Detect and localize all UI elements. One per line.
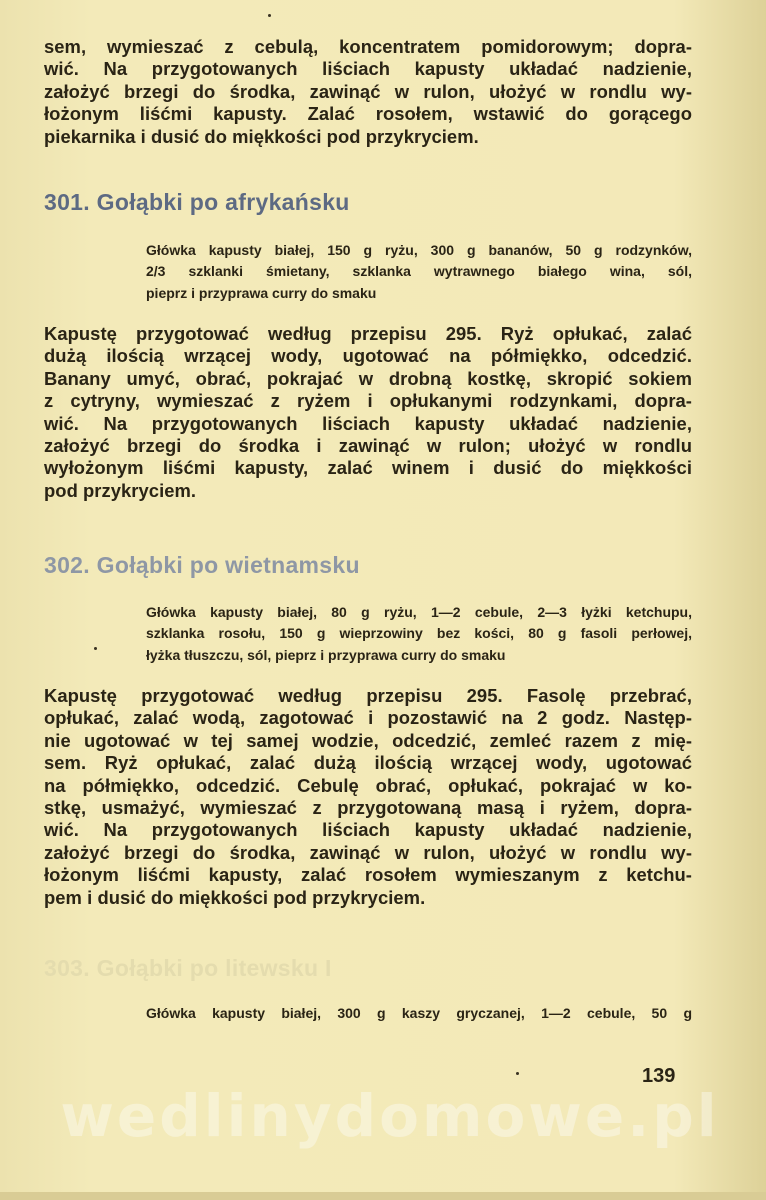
recipe-301-ingredients [146,240,692,304]
text-line: łożonym liśćmi kapusty, zalać rosołem wymieszanym z ketchu- [44,864,692,886]
recipe-302-title: 302. Gołąbki po wietnamsku [44,552,360,578]
recipe-302-ingredients [146,602,692,666]
recipe-302-method [44,685,692,909]
ingredient-line: szklanka rosołu, 150 g wieprzowiny bez kości, 80 g fasoli perłowej, [146,625,692,642]
text-line: wyłożonym liśćmi kapusty, zalać winem i dusić do miękkości [44,457,692,479]
text-line: wić. Na przygotowanych liściach kapusty układać nadzienie, [44,819,692,841]
print-speck [516,1072,519,1075]
ingredient-line: Główka kapusty białej, 300 g kaszy gryczanej, 1—2 cebule, 50 g [146,1005,692,1021]
text-line: założyć brzegi do środka, zawinąć w rulon, ułożyć w rondlu wy- [44,841,692,863]
text-line: na półmiękko, odcedzić. Cebulę obrać, opłukać, pokrajać w ko- [44,774,692,796]
ingredient-line: łyżka tłuszczu, sól, pieprz i przyprawa curry do smaku [146,646,506,663]
text-line: sem. Ryż opłukać, zalać dużą ilością wrzącej wody, ugotować [44,752,692,774]
text-line: założyć brzegi do środka i zawinąć w rulon; ułożyć w rondlu [44,435,692,457]
recipe-301-method [44,323,692,502]
text-line: założyć brzegi do środka, zawinąć w rulon, ułożyć w rondlu wy- [44,80,692,102]
text-line: Banany umyć, obrać, pokrajać w drobną kostkę, skropić sokiem [44,367,692,389]
text-line: Kapustę przygotować według przepisu 295. Ryż opłukać, zalać [44,323,692,344]
intro-paragraph [44,36,692,148]
ingredient-line: Główka kapusty białej, 150 g ryżu, 300 g bananów, 50 g rodzynków, [146,242,692,258]
text-line: sem, wymieszać z cebulą, koncentratem pomidorowym; dopra- [44,36,692,57]
text-line: piekarnika i dusić do miękkości pod przykryciem. [44,125,479,147]
watermark: wedlinydomowe.pl [60,1082,720,1150]
text-line: wić. Na przygotowanych liściach kapusty układać nadzienie, [44,58,692,80]
recipe-303-ingredients [146,1003,692,1024]
text-line: nie ugotować w tej samej wodzie, odcedzić, zemleć razem z mię- [44,729,692,751]
ingredient-line: Główka kapusty białej, 80 g ryżu, 1—2 cebule, 2—3 łyżki ketchupu, [146,604,692,620]
print-speck [268,14,271,17]
text-line: dużą ilością wrzącej wody, ugotować na półmiękko, odcedzić. [44,345,692,367]
print-speck [94,647,97,650]
text-line: wić. Na przygotowanych liściach kapusty układać nadzienie, [44,412,692,434]
recipe-303-title: 303. Gołąbki po litewsku I [44,955,332,981]
page-number: 139 [642,1065,676,1087]
text-line: łożonym liśćmi kapusty. Zalać rosołem, wstawić do gorącego [44,103,692,125]
page-bottom-edge [0,1192,766,1200]
text-line: pem i dusić do miękkości pod przykryciem. [44,886,426,908]
recipe-301-title: 301. Gołąbki po afrykańsku [44,189,350,215]
text-line: z cytryny, wymieszać z ryżem i opłukanymi rodzynkami, dopra- [44,390,692,412]
text-line: Kapustę przygotować według przepisu 295. Fasolę przebrać, [44,685,692,706]
text-line: opłukać, zalać wodą, zagotować i pozostawić na 2 godz. Następ- [44,707,692,729]
ingredient-line: pieprz i przyprawa curry do smaku [146,284,377,301]
text-line: pod przykryciem. [44,479,197,501]
text-line: stkę, usmażyć, wymieszać z przygotowaną masą i ryżem, dopra- [44,797,692,819]
ingredient-line: 2/3 szklanki śmietany, szklanka wytrawnego białego wina, sól, [146,263,692,280]
